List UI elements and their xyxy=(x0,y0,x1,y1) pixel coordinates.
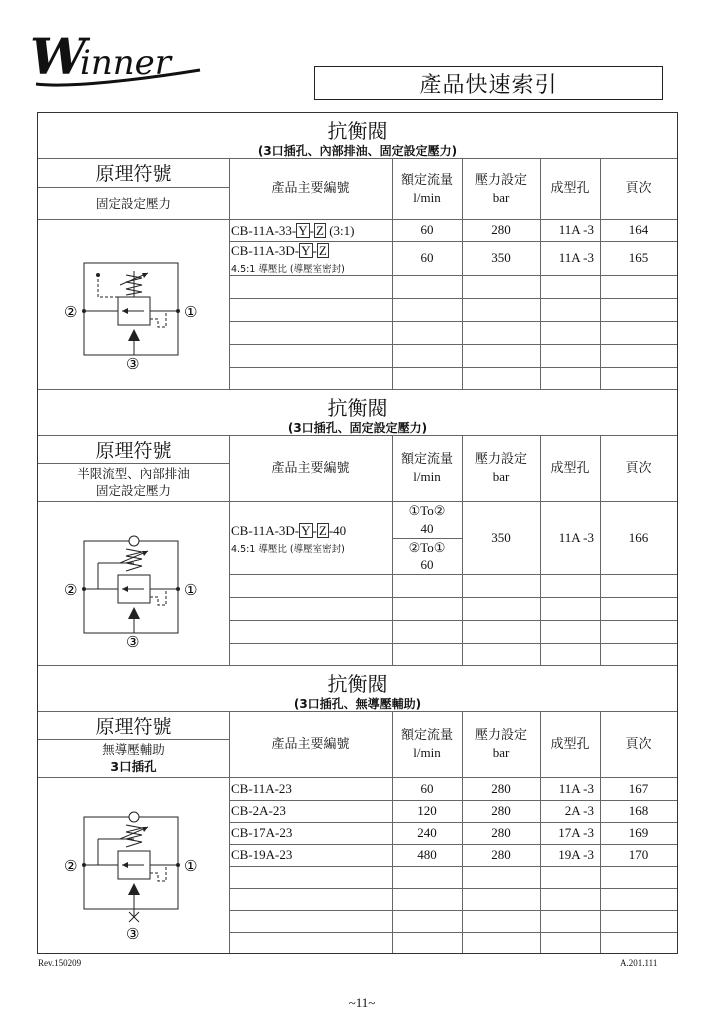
svg-text:inner: inner xyxy=(80,43,172,83)
flow-direction-b-label: ②To① xyxy=(408,540,446,555)
pressure-value: 350 xyxy=(491,529,511,545)
page-header: 頁次 xyxy=(625,181,652,196)
product-code[interactable]: CB-11A-33- Y - Z (3:1) xyxy=(231,223,355,238)
page-header: 頁次 xyxy=(625,736,652,752)
pressure-value: 350 xyxy=(491,250,511,265)
cavity-value: 17A -3 xyxy=(558,825,594,840)
product-code-header: 產品主要編號 xyxy=(271,460,350,476)
flow-header: 額定流量 l/min xyxy=(400,172,453,205)
section1-subtitle: (3口插孔、內部排油、固定設定壓力) xyxy=(257,144,458,158)
product-code[interactable]: CB-2A-23 xyxy=(231,803,286,818)
cavity-value: 11A -3 xyxy=(558,780,594,796)
port-2-label: ② xyxy=(64,581,78,599)
cavity-value: 11A -3 xyxy=(558,529,594,545)
section3-title: 抗衡閥 xyxy=(327,672,388,696)
principle-symbol-header: 原理符號 xyxy=(95,439,172,462)
symbol-note: 固定設定壓力 xyxy=(95,195,171,211)
flow-header: 額定流量 l/min xyxy=(400,728,453,760)
page-link[interactable]: 165 xyxy=(628,250,649,265)
symbol-note: 無導壓輔助 3口插孔 xyxy=(102,742,165,774)
port-3-label: ③ xyxy=(126,633,140,651)
index-frame xyxy=(37,112,678,954)
flow-direction-a-value: 40 xyxy=(420,521,434,536)
cavity-header: 成型孔 xyxy=(550,460,590,476)
cavity-value: 19A -3 xyxy=(558,847,594,862)
page-number: ~11~ xyxy=(348,995,376,1010)
cavity-value: 11A -3 xyxy=(558,250,594,265)
flow-value: 60 xyxy=(420,780,434,796)
revision-label: Rev.150209 xyxy=(38,958,82,968)
cavity-header: 成型孔 xyxy=(550,181,590,196)
flow-direction-a-label: ①To② xyxy=(408,503,446,518)
section2-subtitle: (3口插孔、固定設定壓力) xyxy=(287,421,428,435)
cavity-value: 11A -3 xyxy=(558,222,594,237)
product-code-header: 產品主要編號 xyxy=(271,181,350,196)
pressure-value: 280 xyxy=(491,803,511,818)
port-2-label: ② xyxy=(64,857,78,875)
page-link[interactable]: 166 xyxy=(628,529,649,545)
cavity-header: 成型孔 xyxy=(550,736,590,752)
port-1-label: ① xyxy=(184,303,198,321)
flow-value: 120 xyxy=(417,803,437,818)
page-link[interactable]: 167 xyxy=(628,780,649,796)
principle-symbol-header: 原理符號 xyxy=(95,715,172,738)
cavity-value: 2A -3 xyxy=(564,803,594,818)
document-number: A.201.111 xyxy=(620,958,658,968)
flow-value: 240 xyxy=(417,825,437,840)
svg-text:W: W xyxy=(30,27,87,86)
page-header: 頁次 xyxy=(625,460,652,476)
page-link[interactable]: 169 xyxy=(628,825,649,840)
product-code[interactable]: CB-19A-23 xyxy=(231,847,293,862)
flow-value: 60 xyxy=(420,250,434,265)
pilot-ratio-note: 4.5:1 導壓比 (導壓室密封) xyxy=(231,264,345,275)
product-code[interactable]: CB-11A-3D- Y - Z xyxy=(231,243,327,258)
product-code[interactable]: CB-11A-3D- Y - Z -40 xyxy=(231,523,347,538)
pilot-ratio-note: 4.5:1 導壓比 (導壓室密封) xyxy=(231,544,345,555)
page-link[interactable]: 164 xyxy=(628,222,649,237)
counterbalance-valve-symbol xyxy=(58,245,218,387)
counterbalance-valve-symbol xyxy=(58,799,218,949)
product-code[interactable]: CB-11A-23 xyxy=(231,781,292,796)
port-1-label: ① xyxy=(184,581,198,599)
counterbalance-valve-symbol xyxy=(58,523,218,665)
pressure-value: 280 xyxy=(491,847,511,862)
winner-logo xyxy=(28,24,208,102)
page-link[interactable]: 168 xyxy=(628,803,649,818)
product-code[interactable]: CB-17A-23 xyxy=(231,825,293,840)
pressure-value: 280 xyxy=(491,825,511,840)
port-2-label: ② xyxy=(64,303,78,321)
flow-direction-b-value: 60 xyxy=(420,557,434,572)
flow-header: 額定流量 l/min xyxy=(400,452,453,484)
pressure-header: 壓力設定 bar xyxy=(474,452,527,484)
flow-value: 480 xyxy=(417,847,437,862)
principle-symbol-header: 原理符號 xyxy=(95,163,172,185)
section3-subtitle: (3口插孔、無導壓輔助) xyxy=(293,697,422,711)
port-3-label: ③ xyxy=(126,355,140,373)
symbol-note: 半限流型、內部排油 固定設定壓力 xyxy=(77,466,190,498)
page-title: 產品快速索引 xyxy=(314,66,663,100)
page-link[interactable]: 170 xyxy=(628,847,649,862)
pressure-header: 壓力設定 bar xyxy=(474,172,527,205)
section1-title: 抗衡閥 xyxy=(327,119,388,143)
port-1-label: ① xyxy=(184,857,198,875)
pressure-value: 280 xyxy=(491,222,511,237)
pressure-header: 壓力設定 bar xyxy=(474,728,527,760)
product-code-header: 產品主要編號 xyxy=(271,736,350,752)
section2-title: 抗衡閥 xyxy=(327,396,388,420)
port-3-label: ③ xyxy=(126,925,140,943)
flow-value: 60 xyxy=(420,222,434,237)
pressure-value: 280 xyxy=(491,780,511,796)
